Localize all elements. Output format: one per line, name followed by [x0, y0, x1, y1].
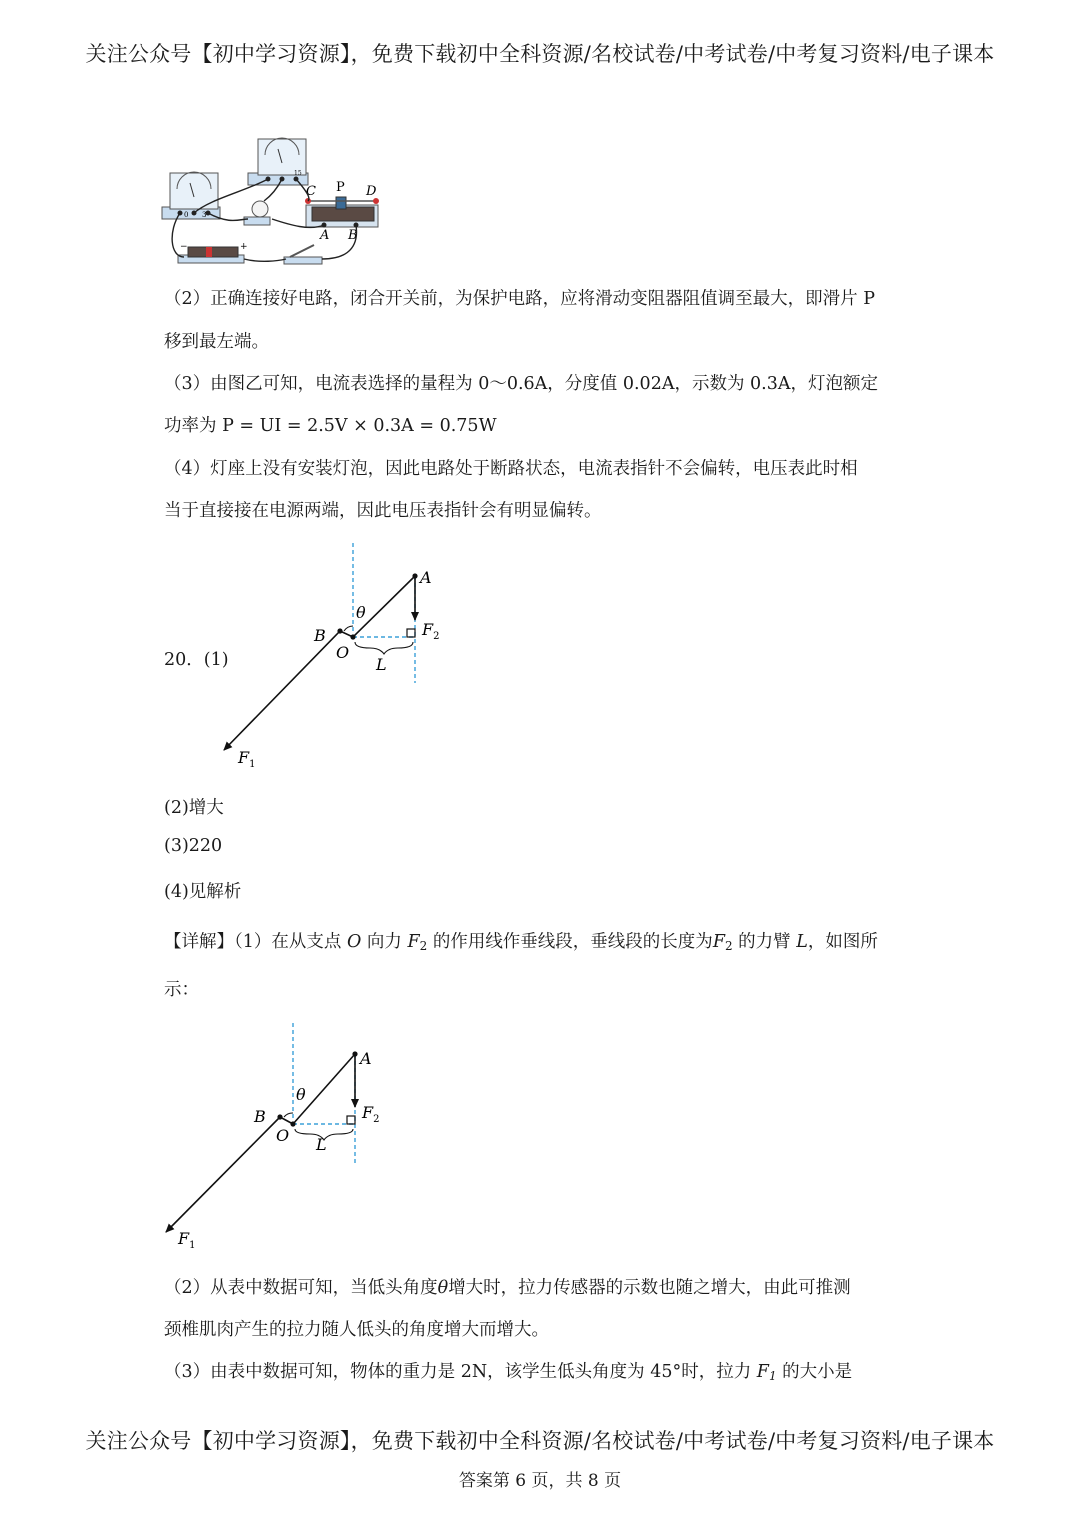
switch-icon — [284, 245, 322, 264]
ammeter-label-0: 0 — [184, 211, 189, 219]
rheostat-icon — [305, 180, 379, 243]
answer-q4-line2: 当于直接接在电源两端，因此电压表指针会有明显偏转。 — [164, 501, 602, 521]
force-f1-label: $F_1$ — [178, 1229, 196, 1251]
top-banner: 关注公众号【初中学习资源】，免费下载初中全科资源/名校试卷/中考试卷/中考复习资料/电子课本 — [85, 42, 995, 66]
q20-part2-line1: （2）从表中数据可知，当低头角度θ增大时，拉力传感器的示数也随之增大，由此可推测 — [164, 1278, 851, 1298]
power-formula: P = UI = 2.5V × 0.3A = 0.75W — [222, 416, 497, 436]
battery-plus: + — [240, 242, 248, 252]
lever-figure-2 — [150, 1018, 390, 1258]
point-a-label: A — [360, 1049, 372, 1068]
lever-figure-1 — [210, 538, 450, 773]
answer-q3-line2 — [164, 412, 924, 437]
q20-answer-2: (2)增大 — [164, 798, 224, 818]
rheostat-label-a: A — [320, 228, 330, 243]
answer-q3-line1: （3）由图乙可知，电流表选择的量程为 0～0.6A，分度值 0.02A，示数为 0.3A，灯泡额定 — [164, 374, 878, 394]
point-b-label: B — [254, 1107, 266, 1126]
ammeter-icon — [162, 172, 220, 219]
answer-q2-line2: 移到最左端。 — [164, 332, 269, 352]
circuit-figure — [160, 135, 400, 267]
q20-detail-line2: 示： — [164, 980, 199, 1000]
force-f1-label: $F_1$ — [238, 748, 256, 770]
point-b-label: B — [314, 626, 326, 645]
question-20-number: 20．(1) — [164, 650, 229, 670]
bulb-icon — [244, 201, 270, 225]
arm-l-label: L — [376, 655, 387, 674]
arm-l-label: L — [316, 1135, 327, 1154]
page-number: 答案第 6 页，共 8 页 — [458, 1471, 622, 1491]
rheostat-label-c: C — [306, 184, 316, 199]
rheostat-label-d: D — [366, 184, 377, 199]
theta-label: θ — [356, 603, 366, 622]
battery-minus: − — [180, 242, 188, 252]
answer-q3-prefix: 功率为 — [164, 416, 223, 436]
theta-label: θ — [296, 1085, 306, 1104]
answer-q4-line1: （4）灯座上没有安装灯泡，因此电路处于断路状态，电流表指针不会偏转，电压表此时相 — [164, 459, 858, 479]
q20-part3-line1: （3）由表中数据可知，物体的重力是 2N，该学生低头角度为 45°时，拉力 $F_1$ 的大小是 — [164, 1362, 853, 1383]
answer-q2-line1: （2）正确连接好电路，闭合开关前，为保护电路，应将滑动变阻器阻值调至最大，即滑片 P — [164, 289, 875, 309]
bottom-banner: 关注公众号【初中学习资源】，免费下载初中全科资源/名校试卷/中考试卷/中考复习资料/电子课本 — [85, 1429, 995, 1453]
force-f2-label: $F_2$ — [362, 1103, 380, 1125]
point-a-label: A — [420, 568, 432, 587]
ammeter-label-3: 3 — [202, 211, 207, 219]
q20-answer-3: (3)220 — [164, 836, 223, 856]
q20-detail-line1: 【详解】（1）在从支点 O 向力 $F_2$ 的作用线作垂线段，垂线段的长度为$F_2$ 的力臂 L，如图所 — [164, 932, 878, 953]
voltmeter-label-15: 15 — [294, 170, 302, 177]
rheostat-label-p: P — [336, 180, 345, 195]
voltmeter-icon — [248, 138, 308, 185]
q20-answer-4: (4)见解析 — [164, 882, 242, 902]
force-f2-label: $F_2$ — [422, 620, 440, 642]
pivot-o-label: O — [276, 1126, 290, 1145]
q20-part2-line2: 颈椎肌肉产生的拉力随人低头的角度增大而增大。 — [164, 1320, 549, 1340]
rheostat-label-b: B — [348, 228, 358, 243]
pivot-o-label: O — [336, 643, 350, 662]
battery-icon — [178, 242, 248, 263]
